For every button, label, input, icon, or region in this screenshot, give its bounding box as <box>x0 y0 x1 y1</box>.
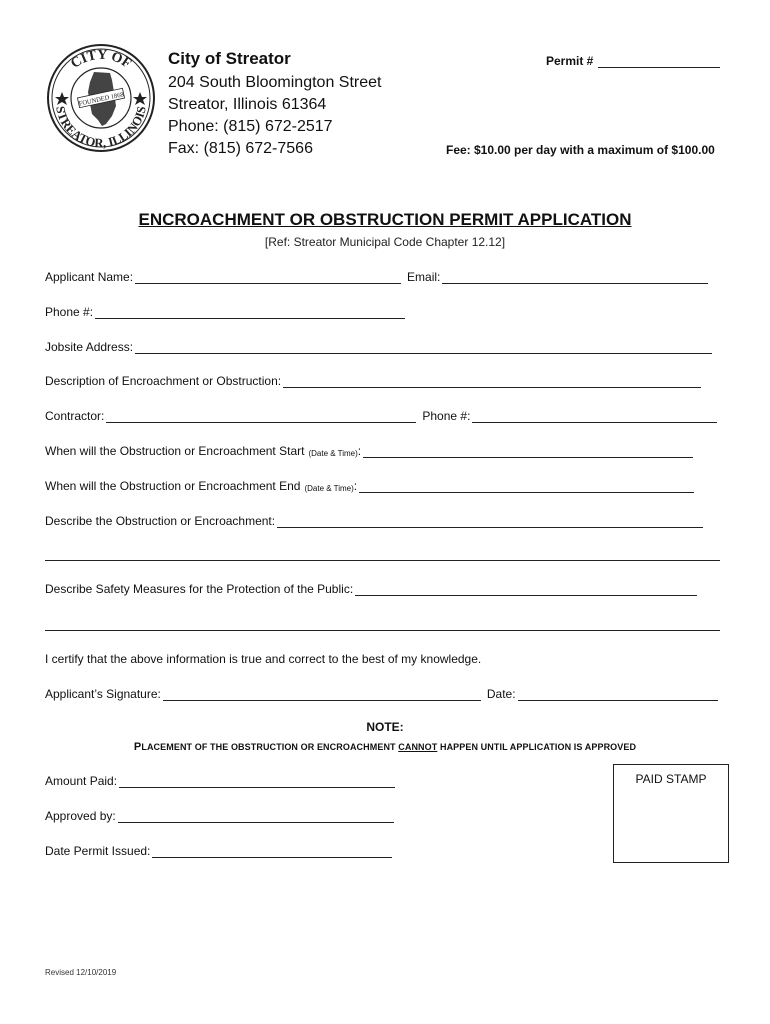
end-date-time-hint: (Date & Time) <box>304 484 354 493</box>
fax-line: Fax: (815) 672-7566 <box>168 140 313 157</box>
applicant-name-label: Applicant Name: <box>45 270 134 284</box>
form-title: ENCROACHMENT OR OBSTRUCTION PERMIT APPLICATION <box>138 210 632 229</box>
jobsite-address-label: Jobsite Address: <box>45 340 134 354</box>
note-heading: NOTE: <box>366 720 404 734</box>
email-field[interactable] <box>442 271 708 284</box>
seal-top-text: CITY OF <box>68 47 134 72</box>
contractor-label: Contractor: <box>45 409 105 423</box>
safety-row <box>45 582 697 596</box>
email-label: Email: <box>407 270 441 284</box>
start-date-time-hint: (Date & Time) <box>308 449 358 458</box>
description-label: Description of Encroachment or Obstruction: <box>45 374 282 388</box>
contractor-phone-label: Phone #: <box>422 409 471 423</box>
revised-date: Revised 12/10/2019 <box>45 968 117 977</box>
form-subtitle: [Ref: Streator Municipal Code Chapter 12.12] <box>264 235 506 249</box>
signature-label: Applicant’s Signature: <box>45 687 161 701</box>
amount-paid-label: Amount Paid: <box>45 774 118 788</box>
permit-number-label: Permit # <box>546 54 594 68</box>
describe-field-line-2[interactable] <box>45 560 720 561</box>
safety-field[interactable] <box>355 583 697 596</box>
end-field[interactable] <box>359 480 694 493</box>
date-field[interactable] <box>518 688 718 701</box>
phone-line: Phone: (815) 672-2517 <box>168 118 333 135</box>
start-field[interactable] <box>363 445 693 458</box>
paid-stamp-label: PAID STAMP <box>635 772 707 786</box>
approved-by-label: Approved by: <box>45 809 116 823</box>
approved-by-field[interactable] <box>118 810 394 823</box>
description-row <box>45 374 701 388</box>
city-seal-logo <box>46 40 156 154</box>
seal-founded-text: FOUNDED 1868 <box>78 91 125 108</box>
paid-stamp-box <box>613 764 729 863</box>
date-label: Date: <box>486 687 516 701</box>
safety-label: Describe Safety Measures for the Protection of the Public: <box>45 582 354 596</box>
jobsite-address-row <box>45 340 712 354</box>
phone-field[interactable] <box>95 306 405 319</box>
address-line-2: Streator, Illinois 61364 <box>168 96 327 113</box>
contractor-row <box>45 409 717 423</box>
seal-bottom-text: STREATOR, ILLINOIS <box>53 105 149 151</box>
start-label: When will the Obstruction or Encroachment Start <box>45 444 305 458</box>
placement-notice: PLACEMENT OF THE OBSTRUCTION OR ENCROACHMENT CANNOT HAPPEN UNTIL APPLICATION IS APPROVED <box>133 741 637 753</box>
description-field[interactable] <box>283 375 701 388</box>
applicant-name-field[interactable] <box>135 271 401 284</box>
signature-field[interactable] <box>163 688 481 701</box>
permit-number-field[interactable] <box>546 54 720 68</box>
signature-row <box>45 687 718 701</box>
jobsite-address-field[interactable] <box>135 341 712 354</box>
end-label: When will the Obstruction or Encroachment End <box>45 479 301 493</box>
date-issued-field[interactable] <box>152 845 392 858</box>
contractor-field[interactable] <box>106 410 416 423</box>
org-name: City of Streator <box>168 49 291 68</box>
amount-paid-row <box>45 774 395 788</box>
date-issued-label: Date Permit Issued: <box>45 844 151 858</box>
amount-paid-field[interactable] <box>119 775 395 788</box>
describe-label: Describe the Obstruction or Encroachment: <box>45 514 276 528</box>
start-row <box>45 444 693 458</box>
certify-text: I certify that the above information is true and correct to the best of my knowledge. <box>45 652 482 666</box>
describe-field[interactable] <box>277 515 703 528</box>
phone-row <box>45 305 405 319</box>
safety-field-line-2[interactable] <box>45 630 720 631</box>
fee-text: Fee: $10.00 per day with a maximum of $100.00 <box>446 143 715 157</box>
address-line-1: 204 South Bloomington Street <box>168 74 382 91</box>
phone-label: Phone #: <box>45 305 94 319</box>
applicant-name-row <box>45 270 708 284</box>
describe-row <box>45 514 703 528</box>
permit-number-line[interactable] <box>598 55 720 68</box>
end-colon: : <box>353 479 358 493</box>
approved-by-row <box>45 809 394 823</box>
contractor-phone-field[interactable] <box>472 410 717 423</box>
date-issued-row <box>45 844 392 858</box>
cannot-text: CANNOT <box>398 742 438 752</box>
end-row <box>45 479 694 493</box>
start-colon: : <box>357 444 362 458</box>
